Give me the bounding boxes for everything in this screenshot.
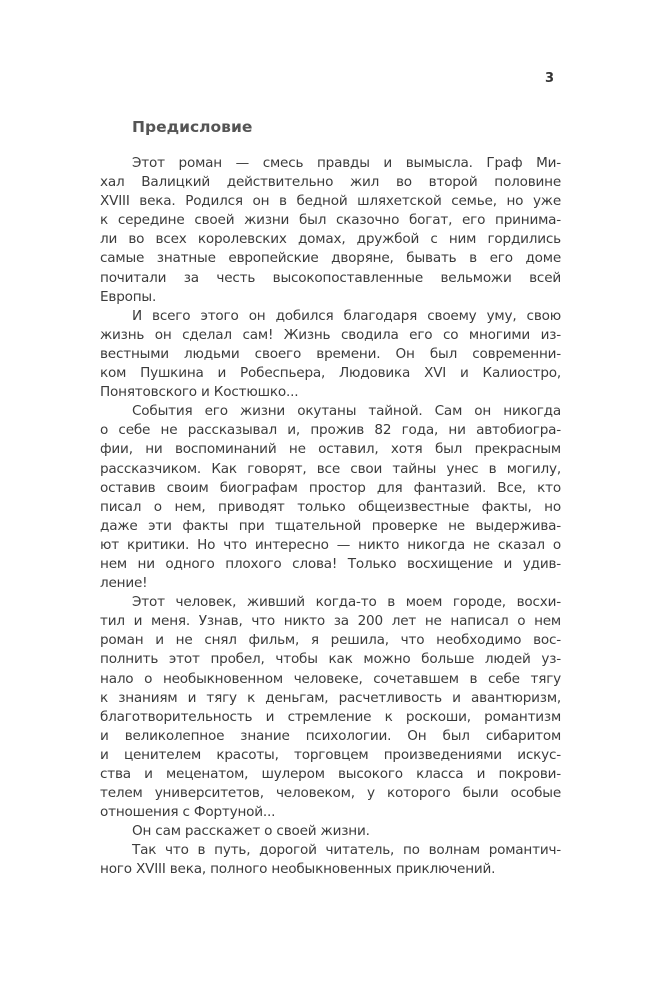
text-line: отношения с Фортуной...	[100, 804, 276, 821]
text-line: ного XVIII века, полного необыкновенных приключений.	[100, 861, 496, 878]
text-line: XVIII века. Родился он в бедной шляхетской семье, но уже	[100, 193, 561, 210]
text-line: оставив своим биографам простор для фантазий. Все, кто	[100, 479, 561, 496]
text-line: Этот человек, живший когда-то в моем городе, восхи-	[132, 594, 561, 611]
paragraph	[100, 154, 561, 307]
text-line: хал Валицкий действительно жил во второй половине	[100, 174, 561, 191]
text-line: тил и меня. Узнав, что никто за 200 лет не написал о нем	[100, 613, 561, 630]
body-text	[100, 154, 561, 880]
text-line: писал о нем, приводят только общеизвестные факты, но	[100, 498, 561, 515]
text-line: Этот роман — смесь правды и вымысла. Граф Ми-	[132, 155, 561, 171]
text-line: полнить этот пробел, чтобы как можно больше людей уз-	[100, 651, 561, 668]
text-line: События его жизни окутаны тайной. Сам он никогда	[132, 403, 561, 420]
text-line: фии, ни воспоминаний не оставил, хотя был прекрасным	[100, 441, 561, 458]
paragraph	[100, 822, 561, 841]
chapter-title: Предисловие	[132, 118, 253, 136]
text-line: телем университетов, человеком, у которого были особые	[100, 785, 561, 802]
text-line: Он сам расскажет о своей жизни.	[132, 823, 370, 840]
text-line: и ценителем красоты, торговцем произведениями искус-	[100, 746, 561, 763]
text-line: благотворительность и стремление к роскоши, романтизм	[100, 708, 561, 725]
paragraph	[100, 593, 561, 822]
text-line: ства и меценатом, шулером высокого класса и покрови-	[100, 766, 561, 782]
text-line: ют критики. Но что интересно — никто никогда не сказал о	[100, 536, 561, 553]
text-line: о себе не рассказывал и, прожив 82 года, ни автобиогра-	[100, 422, 561, 439]
text-line: жизнь он сделал сам! Жизнь сводила его со многими из-	[100, 326, 561, 343]
text-line: И всего этого он добился благодаря своему уму, свою	[132, 307, 561, 324]
text-line: Так что в путь, дорогой читатель, по волнам романтич-	[132, 842, 561, 859]
text-line: вестными людьми своего времени. Он был современни-	[100, 345, 561, 362]
text-line: и великолепное знание психологии. Он был сибаритом	[100, 727, 561, 744]
text-line: роман и не снял фильм, я решила, что необходимо вос-	[100, 632, 561, 649]
text-line: даже эти факты при тщательной проверке не выдержива-	[100, 517, 561, 534]
paragraph	[100, 402, 561, 593]
text-line: Европы.	[100, 288, 157, 305]
text-line: ли во всех королевских домах, дружбой с ним гордились	[100, 231, 561, 248]
text-line: нало о необыкновенном человеке, сочетавшем в себе тягу	[100, 670, 561, 687]
text-line: ление!	[100, 575, 148, 592]
text-line: к знаниям и тягу к деньгам, расчетливость и авантюризм,	[100, 689, 561, 706]
page-number: 3	[545, 71, 555, 86]
paragraph	[100, 841, 561, 879]
paragraph	[100, 307, 561, 402]
text-line: рассказчиком. Как говорят, все свои тайны унес в могилу,	[100, 460, 561, 477]
text-line: Понятовского и Костюшко...	[100, 384, 299, 401]
text-line: самые знатные европейские дворяне, бывать в его доме	[100, 250, 561, 267]
text-line: нем ни одного плохого слова! Только восхищение и удив-	[100, 555, 561, 572]
text-line: ком Пушкина и Робеспьера, Людовика XVI и Калиостро,	[100, 365, 561, 382]
text-line: почитали за честь высокопоставленные вельможи всей	[100, 269, 561, 286]
text-line: к середине своей жизни был сказочно богат, его принима-	[100, 212, 561, 229]
